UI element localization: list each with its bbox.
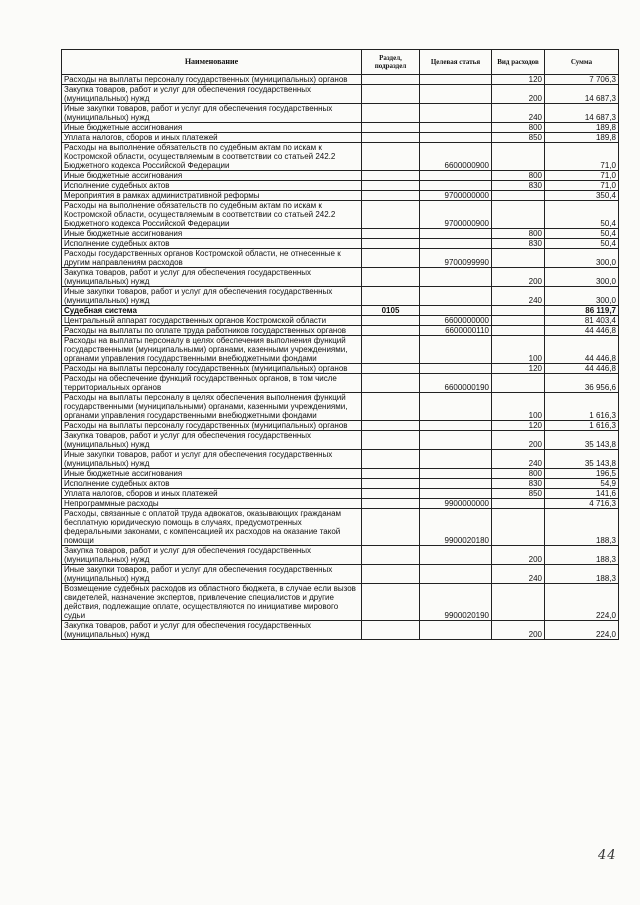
row-article: 9900020190 — [420, 584, 492, 621]
header-section: Раздел, подраздел — [362, 50, 420, 75]
row-article: 9700000000 — [420, 191, 492, 201]
row-article — [420, 123, 492, 133]
row-expense-type: 100 — [492, 393, 545, 421]
row-name: Исполнение судебных актов — [62, 181, 362, 191]
row-name: Непрограммные расходы — [62, 499, 362, 509]
table-header-row — [62, 50, 619, 75]
table-row — [62, 431, 619, 450]
budget-table — [61, 49, 619, 640]
row-article: 6600000900 — [420, 143, 492, 171]
row-article: 6600000110 — [420, 326, 492, 336]
row-section — [362, 143, 420, 171]
table-row — [62, 509, 619, 546]
table-row — [62, 133, 619, 143]
table-row — [62, 287, 619, 306]
row-article: 9900020180 — [420, 509, 492, 546]
row-section — [362, 565, 420, 584]
row-sum: 188,3 — [545, 509, 619, 546]
table-row — [62, 75, 619, 85]
row-article — [420, 546, 492, 565]
row-section — [362, 469, 420, 479]
row-sum: 224,0 — [545, 621, 619, 640]
row-expense-type: 240 — [492, 104, 545, 123]
table-row — [62, 421, 619, 431]
row-name: Закупка товаров, работ и услуг для обеспечения государственных (муниципальных) нужд — [62, 621, 362, 640]
row-article: 9700000900 — [420, 201, 492, 229]
row-article — [420, 431, 492, 450]
row-article — [420, 621, 492, 640]
row-section — [362, 509, 420, 546]
table-row — [62, 326, 619, 336]
row-sum: 81 403,4 — [545, 316, 619, 326]
row-section — [362, 316, 420, 326]
row-article — [420, 181, 492, 191]
row-expense-type: 200 — [492, 268, 545, 287]
row-expense-type — [492, 249, 545, 268]
row-name: Уплата налогов, сборов и иных платежей — [62, 133, 362, 143]
row-article — [420, 393, 492, 421]
row-section — [362, 239, 420, 249]
row-sum: 189,8 — [545, 123, 619, 133]
row-article — [420, 268, 492, 287]
row-name: Мероприятия в рамках административной реформы — [62, 191, 362, 201]
table-row — [62, 85, 619, 104]
row-article — [420, 469, 492, 479]
row-sum: 35 143,8 — [545, 431, 619, 450]
row-expense-type — [492, 326, 545, 336]
table-row — [62, 229, 619, 239]
row-name: Судебная система — [62, 306, 362, 316]
row-name: Иные закупки товаров, работ и услуг для обеспечения государственных (муниципальных) нужд — [62, 450, 362, 469]
row-expense-type — [492, 584, 545, 621]
row-expense-type — [492, 509, 545, 546]
row-article — [420, 306, 492, 316]
row-sum: 188,3 — [545, 565, 619, 584]
table-row — [62, 191, 619, 201]
row-sum: 300,0 — [545, 268, 619, 287]
row-sum: 7 706,3 — [545, 75, 619, 85]
row-name: Исполнение судебных актов — [62, 239, 362, 249]
row-expense-type: 800 — [492, 123, 545, 133]
row-section — [362, 431, 420, 450]
row-expense-type: 850 — [492, 489, 545, 499]
row-section — [362, 393, 420, 421]
row-article: 6600000190 — [420, 374, 492, 393]
row-name: Расходы на выполнение обязательств по судебным актам по искам к Костромской области, осуществляемым в соответствии со статьей 242.2 Бюджетного кодекса Российской Федерации — [62, 201, 362, 229]
row-sum: 54,9 — [545, 479, 619, 489]
row-name: Расходы на выплаты персоналу государственных (муниципальных) органов — [62, 421, 362, 431]
row-expense-type: 100 — [492, 336, 545, 364]
row-name: Иные бюджетные ассигнования — [62, 171, 362, 181]
row-expense-type — [492, 191, 545, 201]
row-name: Расходы государственных органов Костромской области, не отнесенные к другим направлениям расходов — [62, 249, 362, 268]
row-article — [420, 85, 492, 104]
row-expense-type: 850 — [492, 133, 545, 143]
row-section — [362, 479, 420, 489]
row-sum: 4 716,3 — [545, 499, 619, 509]
row-section — [362, 268, 420, 287]
row-article — [420, 229, 492, 239]
row-section — [362, 123, 420, 133]
row-section — [362, 336, 420, 364]
row-expense-type: 240 — [492, 450, 545, 469]
header-article: Целевая статья — [420, 50, 492, 75]
table-body — [62, 75, 619, 640]
table-row — [62, 450, 619, 469]
row-sum: 1 616,3 — [545, 393, 619, 421]
table-row — [62, 499, 619, 509]
table-row — [62, 336, 619, 364]
row-article: 6600000000 — [420, 316, 492, 326]
row-expense-type — [492, 499, 545, 509]
row-name: Возмещение судебных расходов из областного бюджета, в случае если вызов свидетелей, назначение экспертов, привлечение специалистов и другие действия, подлежащие оплате, осуществляются по инициативе мирового судьи — [62, 584, 362, 621]
row-article — [420, 171, 492, 181]
row-sum: 14 687,3 — [545, 85, 619, 104]
row-name: Закупка товаров, работ и услуг для обеспечения государственных (муниципальных) нужд — [62, 85, 362, 104]
row-name: Уплата налогов, сборов и иных платежей — [62, 489, 362, 499]
row-name: Расходы, связанные с оплатой труда адвокатов, оказывающих гражданам бесплатную юридическую помощь в случаях, предусмотренных федеральными законами, с компенсацией их расходов на оказание такой помощи — [62, 509, 362, 546]
row-section — [362, 450, 420, 469]
row-article: 9900000000 — [420, 499, 492, 509]
row-sum: 50,4 — [545, 201, 619, 229]
row-article — [420, 450, 492, 469]
row-section — [362, 133, 420, 143]
row-expense-type: 120 — [492, 364, 545, 374]
row-article — [420, 489, 492, 499]
table-row — [62, 393, 619, 421]
row-section — [362, 287, 420, 306]
table-row — [62, 171, 619, 181]
table-row — [62, 374, 619, 393]
row-sum: 350,4 — [545, 191, 619, 201]
row-name: Расходы на обеспечение функций государственных органов, в том числе территориальных органов — [62, 374, 362, 393]
row-sum: 36 956,6 — [545, 374, 619, 393]
row-name: Исполнение судебных актов — [62, 479, 362, 489]
row-expense-type: 200 — [492, 621, 545, 640]
row-name: Расходы на выплаты персоналу в целях обеспечения выполнения функций государственными (муниципальными) органами, казенными учреждениями, органами управления государственными внебюджетными фондами — [62, 336, 362, 364]
row-expense-type: 800 — [492, 469, 545, 479]
table-row — [62, 143, 619, 171]
table-row — [62, 565, 619, 584]
row-article — [420, 75, 492, 85]
row-sum: 71,0 — [545, 143, 619, 171]
row-sum: 300,0 — [545, 249, 619, 268]
row-expense-type: 200 — [492, 431, 545, 450]
row-section: 0105 — [362, 306, 420, 316]
table-row — [62, 123, 619, 133]
row-article — [420, 421, 492, 431]
row-section — [362, 421, 420, 431]
row-expense-type: 830 — [492, 181, 545, 191]
row-sum: 71,0 — [545, 171, 619, 181]
row-section — [362, 374, 420, 393]
row-sum: 196,5 — [545, 469, 619, 479]
table-row — [62, 584, 619, 621]
row-name: Иные закупки товаров, работ и услуг для обеспечения государственных (муниципальных) нужд — [62, 104, 362, 123]
row-expense-type: 240 — [492, 565, 545, 584]
row-section — [362, 499, 420, 509]
row-expense-type — [492, 374, 545, 393]
table-row — [62, 479, 619, 489]
row-article — [420, 133, 492, 143]
row-expense-type — [492, 306, 545, 316]
table-row — [62, 201, 619, 229]
row-expense-type: 120 — [492, 75, 545, 85]
table-row — [62, 268, 619, 287]
row-section — [362, 364, 420, 374]
row-name: Расходы на выполнение обязательств по судебным актам по искам к Костромской области, осуществляемым в соответствии со статьей 242.2 Бюджетного кодекса Российской Федерации — [62, 143, 362, 171]
row-name: Иные закупки товаров, работ и услуг для обеспечения государственных (муниципальных) нужд — [62, 565, 362, 584]
row-section — [362, 181, 420, 191]
table-row — [62, 239, 619, 249]
row-sum: 71,0 — [545, 181, 619, 191]
table-row — [62, 469, 619, 479]
row-expense-type — [492, 201, 545, 229]
row-sum: 44 446,8 — [545, 336, 619, 364]
row-sum: 86 119,7 — [545, 306, 619, 316]
row-sum: 224,0 — [545, 584, 619, 621]
row-expense-type: 800 — [492, 229, 545, 239]
row-article — [420, 104, 492, 123]
row-article — [420, 479, 492, 489]
row-section — [362, 85, 420, 104]
row-sum: 50,4 — [545, 229, 619, 239]
table-row — [62, 546, 619, 565]
row-section — [362, 171, 420, 181]
row-section — [362, 584, 420, 621]
row-expense-type: 200 — [492, 85, 545, 104]
row-sum: 189,8 — [545, 133, 619, 143]
row-expense-type: 830 — [492, 239, 545, 249]
header-expense-type: Вид расходов — [492, 50, 545, 75]
row-section — [362, 546, 420, 565]
row-name: Расходы на выплаты по оплате труда работников государственных органов — [62, 326, 362, 336]
table-row — [62, 364, 619, 374]
row-article — [420, 239, 492, 249]
row-article — [420, 336, 492, 364]
row-sum: 14 687,3 — [545, 104, 619, 123]
row-name: Закупка товаров, работ и услуг для обеспечения государственных (муниципальных) нужд — [62, 431, 362, 450]
row-name: Иные бюджетные ассигнования — [62, 469, 362, 479]
row-sum: 1 616,3 — [545, 421, 619, 431]
row-sum: 44 446,8 — [545, 326, 619, 336]
row-expense-type: 200 — [492, 546, 545, 565]
table-row — [62, 306, 619, 316]
row-section — [362, 326, 420, 336]
row-expense-type — [492, 143, 545, 171]
table-row — [62, 489, 619, 499]
row-section — [362, 201, 420, 229]
row-sum: 300,0 — [545, 287, 619, 306]
row-section — [362, 621, 420, 640]
row-name: Расходы на выплаты персоналу государственных (муниципальных) органов — [62, 364, 362, 374]
row-section — [362, 75, 420, 85]
row-section — [362, 249, 420, 268]
row-expense-type: 830 — [492, 479, 545, 489]
row-section — [362, 191, 420, 201]
row-name: Центральный аппарат государственных органов Костромской области — [62, 316, 362, 326]
row-sum: 50,4 — [545, 239, 619, 249]
row-name: Закупка товаров, работ и услуг для обеспечения государственных (муниципальных) нужд — [62, 268, 362, 287]
row-expense-type: 800 — [492, 171, 545, 181]
header-name: Наименование — [62, 50, 362, 75]
row-sum: 141,6 — [545, 489, 619, 499]
row-article — [420, 364, 492, 374]
row-section — [362, 104, 420, 123]
row-sum: 188,3 — [545, 546, 619, 565]
row-section — [362, 489, 420, 499]
row-name: Иные бюджетные ассигнования — [62, 229, 362, 239]
row-article — [420, 565, 492, 584]
row-name: Закупка товаров, работ и услуг для обеспечения государственных (муниципальных) нужд — [62, 546, 362, 565]
page-number: 44 — [598, 848, 617, 863]
row-expense-type: 120 — [492, 421, 545, 431]
row-sum: 35 143,8 — [545, 450, 619, 469]
row-expense-type — [492, 316, 545, 326]
table-row — [62, 249, 619, 268]
row-name: Расходы на выплаты персоналу государственных (муниципальных) органов — [62, 75, 362, 85]
table-row — [62, 181, 619, 191]
row-name: Расходы на выплаты персоналу в целях обеспечения выполнения функций государственными (муниципальными) органами, казенными учреждениями, органами управления государственными внебюджетными фондами — [62, 393, 362, 421]
row-article — [420, 287, 492, 306]
table-row — [62, 104, 619, 123]
header-sum: Сумма — [545, 50, 619, 75]
table-row — [62, 316, 619, 326]
table-row — [62, 621, 619, 640]
row-sum: 44 446,8 — [545, 364, 619, 374]
row-name: Иные бюджетные ассигнования — [62, 123, 362, 133]
row-section — [362, 229, 420, 239]
row-expense-type: 240 — [492, 287, 545, 306]
row-article: 9700099990 — [420, 249, 492, 268]
row-name: Иные закупки товаров, работ и услуг для обеспечения государственных (муниципальных) нужд — [62, 287, 362, 306]
